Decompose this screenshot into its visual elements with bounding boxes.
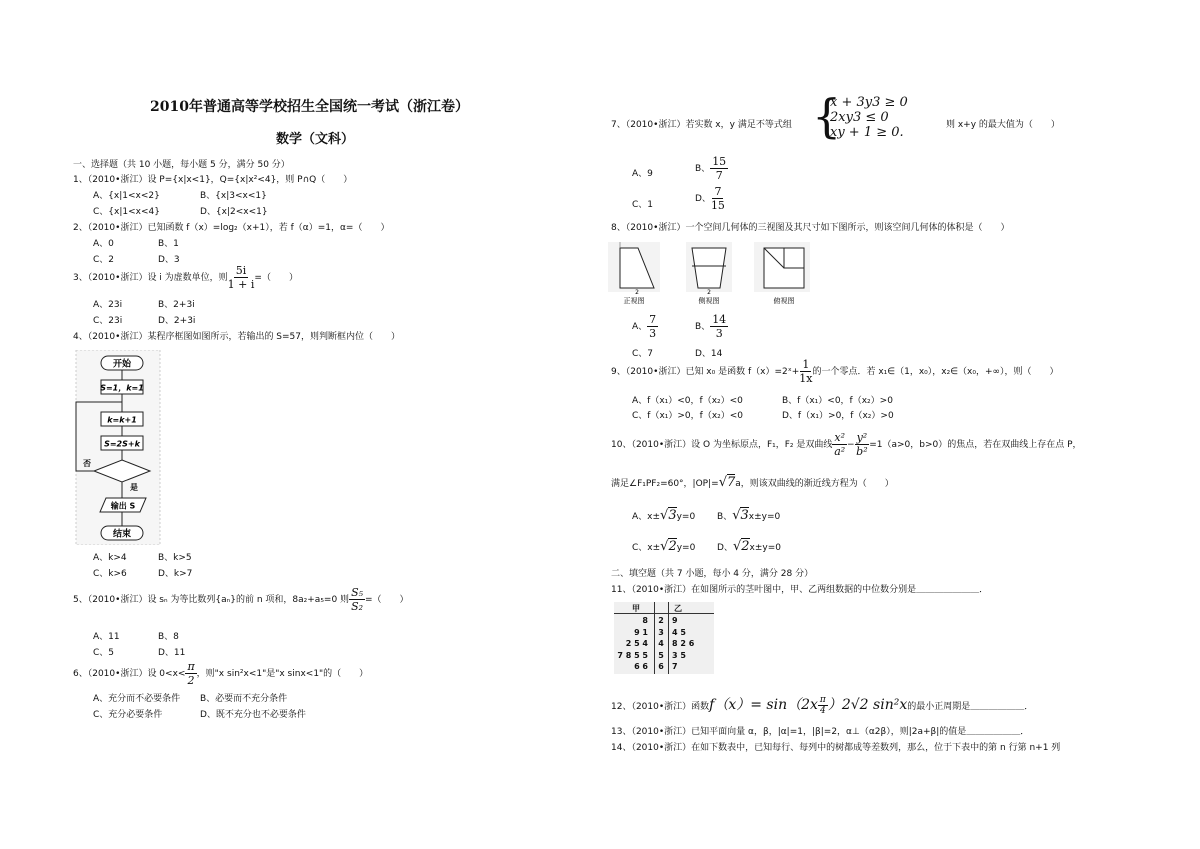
q10-option-d-pre: D、	[717, 543, 733, 553]
q7-option-b-den: 7	[715, 169, 723, 182]
flow-step2-label: S=2S+k	[104, 439, 140, 449]
side-view-label: 侧视图	[698, 297, 720, 305]
q10-option-a-radicand: 3	[668, 508, 677, 523]
q9-numerator: 1	[802, 358, 810, 371]
q4-option-b: B、k>5	[158, 553, 192, 563]
stem-leaf-header-yi: 乙	[674, 604, 682, 613]
flow-output-label: 输出 S	[110, 501, 136, 511]
q12-pi-fraction	[818, 695, 828, 716]
q10-option-c-pre: C、x±	[632, 543, 661, 553]
stem-leaf-cell-r: 8 2 6	[672, 639, 695, 648]
q5-fraction	[349, 586, 365, 613]
q4-option-c: C、k>6	[93, 569, 127, 579]
side-view-dim: 2	[707, 289, 711, 296]
q10-option-b-pre: B、	[717, 512, 733, 522]
q10-option-c: C、x±√2y=0	[632, 539, 696, 554]
q7-stem-text: 7、（2010•浙江）若实数 x，y 满足不等式组	[611, 120, 792, 130]
q2-option-a: A、0	[93, 239, 114, 249]
q6-option-b: B、必要而不充分条件	[200, 694, 288, 704]
q10-option-a: A、x±√3y=0	[632, 508, 696, 523]
q6-stem	[73, 660, 368, 688]
q7-option-b-label: B、	[695, 164, 711, 174]
q3-denominator: 1 + i	[227, 278, 255, 291]
q6-denominator: 2	[187, 674, 195, 687]
q5-option-b: B、8	[158, 632, 179, 642]
q10-line2-end: a，则该双曲线的渐近线方程为（ ）	[735, 479, 894, 489]
q10-option-d: D、√2x±y=0	[717, 539, 781, 554]
q9-option-d: D、f（x₁）>0，f（x₂）>0	[782, 411, 894, 421]
q9-option-b: B、f（x₁）<0，f（x₂）>0	[782, 396, 893, 406]
q3-stem-text: 3、（2010•浙江）设 i 为虚数单位，则	[73, 273, 228, 283]
front-view-label: 正视图	[623, 297, 645, 305]
q2-option-d: D、3	[158, 255, 180, 265]
q7-system	[830, 95, 908, 140]
q5-stem	[73, 585, 409, 615]
stem-leaf-cell-s: 3	[658, 627, 664, 637]
q8-option-c: C、7	[632, 349, 654, 359]
q7-ineq-2: 2xy3 ≤ 0	[830, 110, 889, 125]
q2-option-c: C、2	[93, 255, 115, 265]
q12-expr-b: ）2√2 sin²x	[827, 697, 908, 713]
q10-fraction-y	[855, 431, 870, 458]
front-view-dim: 2	[635, 289, 639, 296]
q9-option-a: A、f（x₁）<0，f（x₂）<0	[632, 396, 743, 406]
q7-option-b-num: 15	[712, 155, 727, 168]
q4-option-d: D、k>7	[158, 569, 193, 579]
q10-fraction-x-num: x²	[834, 431, 846, 444]
page-subtitle: 数学（文科）	[276, 132, 355, 147]
q3-numerator: 5i	[235, 264, 247, 277]
q6-stem-end: ，则"x sin²x<1"是"x sinx<1"的（ ）	[196, 669, 369, 679]
top-view-label: 俯视图	[773, 297, 795, 305]
q13-stem: 13、（2010•浙江）已知平面向量 α，β，|α|=1，|β|=2，α⊥（α2β），则|2a+β|的值是＿＿＿＿＿＿．	[611, 727, 1030, 737]
q7-option-d-fraction	[711, 185, 725, 212]
q8-option-d: D、14	[695, 349, 723, 359]
q8-option-a-num: 7	[649, 313, 657, 326]
q9-stem-text: 9、（2010•浙江）已知 x₀ 是函数 f（x）=2ˣ+	[611, 367, 800, 377]
stem-leaf-cell-l: 2 5 4	[625, 639, 648, 648]
q5-option-a: A、11	[93, 632, 120, 642]
q12-expr	[709, 694, 908, 716]
q1-option-d: D、{x|2<x<1}	[200, 207, 268, 217]
q3-option-b: B、2+3i	[158, 300, 195, 310]
q5-option-d: D、11	[158, 648, 186, 658]
stem-leaf-cell-l: 7 8 5 5	[617, 650, 648, 660]
q1-option-c: C、{x|1<x<4}	[93, 207, 160, 217]
q3-option-d: D、2+3i	[158, 316, 196, 326]
q10-option-a-post: y=0	[676, 512, 696, 522]
flow-step1-label: k=k+1	[107, 415, 137, 425]
flow-end-label: 结束	[112, 529, 132, 540]
q10-stem: 10、（2010•浙江）设 O 为坐标原点，F₁，F₂ 是双曲线 $\frac{\text{x²}}{\text{a²}}$ − $\frac{\text{y²}}{\text{b²}}$ =1（a>0，b>0）的焦点，若在双曲线上存在点 P，	[611, 431, 1082, 458]
q7-option-d-den: 15	[710, 199, 725, 212]
page-title: 2010年普通高等学校招生全国统一考试（浙江卷）	[150, 99, 469, 115]
q8-three-views-figure	[604, 238, 814, 306]
q1-option-a: A、{x|1<x<2}	[93, 191, 160, 201]
q7-option-d	[695, 184, 725, 214]
q2-stem: 2、（2010•浙江）已知函数 f（x）=log₂（x+1），若 f（α）=1，α=（ ）	[73, 223, 390, 233]
q5-stem-end: =（ ）	[365, 595, 409, 605]
q10-option-c-post: y=0	[676, 543, 696, 553]
stem-leaf-cell-s: 2	[658, 616, 664, 625]
q3-fraction	[228, 264, 255, 291]
q5-option-c: C、5	[93, 648, 115, 658]
q7-stem-end: 则 x+y 的最大值为（ ）	[946, 120, 1060, 130]
stem-leaf-cell-r: 7	[672, 662, 678, 671]
q10-stem-text: 10、（2010•浙江）设 O 为坐标原点，F₁，F₂ 是双曲线	[611, 440, 833, 450]
flow-init-label: S=1，k=1	[100, 383, 144, 393]
q10-line2-text: 满足∠F₁PF₂=60°，|OP|=	[611, 479, 719, 489]
q10-option-d-post: x±y=0	[749, 543, 781, 553]
stem-leaf-cell-l: 6 6	[634, 662, 648, 671]
q6-fraction	[185, 660, 196, 687]
q1-stem: 1、（2010•浙江）设 P={x|x<1}，Q={x|x²<4}，则 P∩Q（ ）	[73, 175, 353, 185]
q10-option-b-radicand: 3	[740, 508, 749, 523]
q8-option-a-label: A、	[632, 322, 648, 332]
section-choice-heading: 一、选择题（共 10 小题，每小题 5 分，满分 50 分）	[73, 160, 290, 170]
q2-option-b: B、1	[158, 239, 179, 249]
flow-no-label: 否	[83, 459, 91, 468]
q3-option-a: A、23i	[93, 300, 123, 310]
stem-leaf-cell-r: 4 5	[672, 627, 686, 637]
stem-leaf-cell-s: 4	[658, 639, 664, 648]
q1-option-b: B、{x|3<x<1}	[200, 191, 267, 201]
q5-stem-text: 5、（2010•浙江）设 sₙ 为等比数列{aₙ}的前 n 项和，8a₂+a₅=0 则	[73, 595, 350, 605]
q10-option-a-pre: A、x±	[632, 512, 661, 522]
q11-stem: 11、（2010•浙江）在如图所示的茎叶图中，甲、乙两组数据的中位数分别是＿＿＿＿＿＿＿．	[611, 585, 989, 595]
q12-stem-end: 的最小正周期是＿＿＿＿＿＿．	[907, 702, 1034, 712]
q6-stem-text: 6、（2010•浙江）设 0<x<	[73, 669, 186, 679]
q7-brace: {	[812, 89, 842, 143]
stem-leaf-cell-s: 5	[658, 650, 664, 660]
q6-option-c: C、充分必要条件	[93, 710, 163, 720]
stem-leaf-header-jia: 甲	[632, 604, 640, 613]
q9-fraction	[799, 358, 812, 385]
q10-fraction-x	[832, 431, 847, 458]
q8-option-b-fraction	[710, 313, 728, 340]
q9-denominator: 1x	[799, 372, 813, 385]
q5-denominator: S₂	[351, 600, 364, 613]
q12-pi-num: π	[819, 694, 826, 705]
q4-stem: 4、（2010•浙江）某程序框图如图所示，若输出的 S=57，则判断框内位（ ）	[73, 332, 401, 342]
side-view-shape	[692, 248, 726, 288]
q8-option-b-num: 14	[712, 313, 727, 326]
q10-option-b-post: x±y=0	[748, 512, 781, 522]
stem-leaf-cell-l: 9 1	[634, 627, 648, 637]
q9-option-c: C、f（x₁）>0，f（x₂）<0	[632, 411, 744, 421]
q12-stem	[611, 690, 1033, 722]
q7-option-b	[695, 154, 728, 184]
q12-stem-text: 12、（2010•浙江）函数	[611, 702, 710, 712]
q8-option-b-den: 3	[715, 327, 723, 340]
flowchart-figure	[68, 350, 168, 545]
flow-yes-label: 是	[130, 483, 138, 492]
q6-numerator: π	[187, 660, 195, 673]
section-fill-heading: 二、填空题（共 7 小题，每小 4 分，满分 28 分）	[611, 569, 814, 579]
q10-option-d-radicand: 2	[741, 539, 750, 554]
q10-radicand: 7	[726, 475, 736, 490]
q10-fraction-x-den: a²	[834, 445, 846, 458]
q3-stem-end: =（ ）	[254, 273, 298, 283]
q10-stem-end: =1（a>0，b>0）的焦点，若在双曲线上存在点 P，	[869, 440, 1082, 450]
q9-stem-end: 的一个零点．若 x₁∈（1，x₀），x₂∈（x₀，+∞），则（ ）	[812, 367, 1059, 377]
q8-option-a-fraction	[647, 313, 658, 340]
stem-leaf-cell-r: 9	[672, 616, 678, 625]
q10-fraction-y-num: y²	[856, 431, 868, 444]
stem-leaf-cell-r: 3 5	[672, 650, 686, 660]
q8-option-b	[695, 312, 728, 342]
q10-stem-line2	[611, 475, 894, 490]
q8-stem: 8、（2010•浙江）一个空间几何体的三视图及其尺寸如下图所示，则该空间几何体的体积是（ ）	[611, 223, 1010, 233]
q8-option-b-label: B、	[695, 322, 711, 332]
q12-pi-den: 4	[820, 705, 826, 716]
q8-option-a	[632, 312, 658, 342]
q3-stem	[73, 264, 298, 291]
q10-option-c-radicand: 2	[668, 539, 677, 554]
q14-stem: 14、（2010•浙江）在如下数表中，已知每行、每列中的树都成等差数列，那么，位于下表中的第 n 行第 n+1 列	[611, 743, 1061, 753]
flow-start-label: 开始	[112, 359, 132, 370]
q7-ineq-3: xy + 1 ≥ 0.	[830, 125, 904, 140]
q7-option-d-label: D、	[695, 194, 711, 204]
q6-option-d: D、既不充分也不必要条件	[200, 710, 306, 720]
q10-option-b: B、√3x±y=0	[717, 508, 781, 523]
q3-option-c: C、23i	[93, 316, 123, 326]
q10-fraction-y-den: b²	[856, 445, 868, 458]
q5-numerator: S₅	[351, 586, 364, 599]
stem-leaf-plot	[614, 602, 714, 674]
stem-leaf-cell-s: 6	[658, 662, 664, 671]
q12-expr-a: f（x）= sin（2x	[709, 697, 818, 713]
stem-leaf-cell-l: 8	[642, 616, 648, 625]
q7-option-c: C、1	[632, 200, 654, 210]
q10-sqrt-7: √7	[718, 475, 736, 490]
q9-stem	[611, 357, 1059, 387]
q7-option-d-num: 7	[714, 185, 722, 198]
q7-option-b-fraction	[710, 155, 728, 182]
q7-ineq-1: x + 3y3 ≥ 0	[830, 95, 908, 110]
q8-option-a-den: 3	[649, 327, 657, 340]
q6-option-a: A、充分而不必要条件	[93, 694, 181, 704]
q7-option-a: A、9	[632, 169, 653, 179]
q4-option-a: A、k>4	[93, 553, 127, 563]
